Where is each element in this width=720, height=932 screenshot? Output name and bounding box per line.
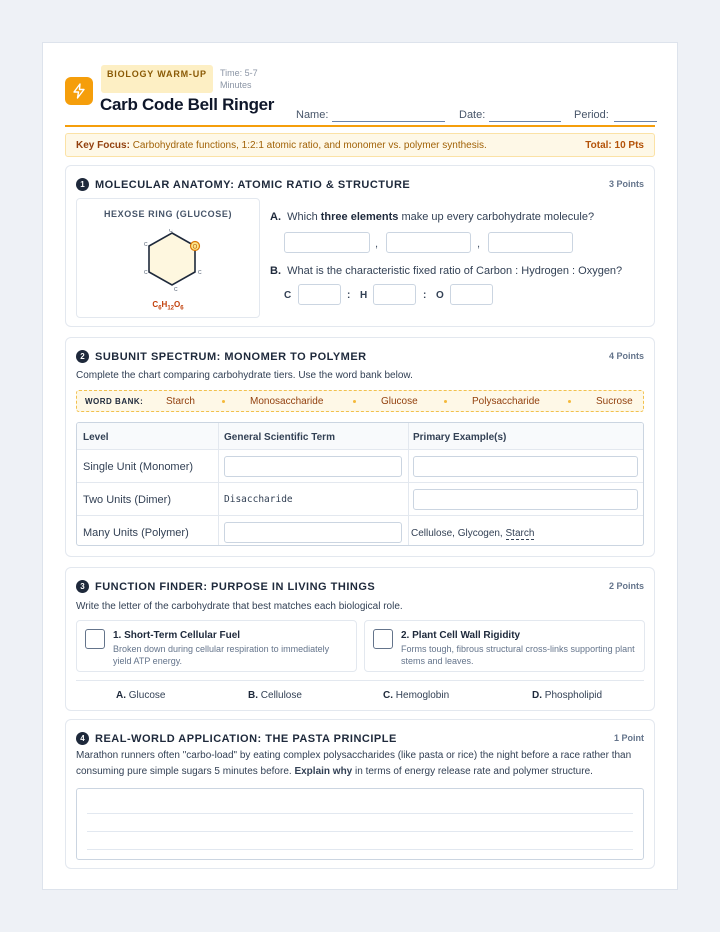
ratio-oxygen-label: O <box>436 290 444 301</box>
ring-carbon-label: C <box>198 270 202 276</box>
section-points: 2 Points <box>608 581 644 591</box>
section-number: 2 <box>76 350 89 363</box>
role-description: Broken down during cellular respiration to immediately yield ATP energy. <box>113 644 330 666</box>
ratio-separator: : <box>347 290 351 301</box>
answer-options <box>76 680 644 708</box>
column-header: Level <box>83 432 109 443</box>
section-points: 4 Points <box>608 351 644 361</box>
section-title: MOLECULAR ANATOMY: ATOMIC RATIO & STRUCTURE <box>95 178 411 191</box>
word-bank-separator <box>222 400 225 403</box>
subject-badge: BIOLOGY WARM-UP <box>101 65 213 93</box>
section-number: 3 <box>76 580 89 593</box>
section-instructions: Complete the chart comparing carbohydrate tiers. Use the word bank below. <box>76 370 413 381</box>
word-bank-item: Polysaccharide <box>472 396 540 407</box>
question-b: B. What is the characteristic fixed ratio of Carbon : Hydrogen : Oxygen? <box>270 265 623 277</box>
table-row <box>77 449 643 482</box>
term-input[interactable] <box>224 522 402 543</box>
section-real-world-application <box>65 719 655 869</box>
key-focus-label: Key Focus: <box>76 140 130 151</box>
table-row <box>77 515 643 546</box>
section-number: 4 <box>76 732 89 745</box>
section-title: REAL-WORLD APPLICATION: THE PASTA PRINCIPLE <box>95 732 397 745</box>
hexose-ring-diagram <box>76 198 260 318</box>
ratio-hydrogen-label: H <box>360 290 368 301</box>
key-focus-text: Carbohydrate functions, 1:2:1 atomic ratio, and monomer vs. polymer synthesis. <box>132 140 487 151</box>
word-bank-label: WORD BANK: <box>85 397 144 406</box>
ratio-carbon-box[interactable] <box>298 284 341 305</box>
ring-carbon-label: C <box>174 287 178 293</box>
checkbox-icon[interactable] <box>85 629 105 649</box>
option-item: D. Phospholipid <box>532 690 603 701</box>
section-subunit-spectrum <box>65 337 655 557</box>
section-points: 3 Points <box>608 179 644 189</box>
term-input[interactable] <box>224 456 402 477</box>
element-answer-box-2[interactable] <box>386 232 471 253</box>
table-header-row <box>77 423 643 449</box>
key-focus-bar <box>65 133 655 157</box>
answer-separator: , <box>477 238 481 250</box>
section-function-finder <box>65 567 655 711</box>
section-title: SUBUNIT SPECTRUM: MONOMER TO POLYMER <box>95 350 367 363</box>
word-bank-separator <box>568 400 571 403</box>
level-cell: Single Unit (Monomer) <box>83 461 194 473</box>
section-header <box>76 350 367 363</box>
role-title: 1. Short-Term Cellular Fuel <box>113 630 241 641</box>
example-prefilled: Cellulose, Glycogen, Starch <box>411 528 535 539</box>
option-item: A. Glucose <box>116 690 166 701</box>
word-bank-item: Starch <box>166 396 195 407</box>
page-title: Carb Code Bell Ringer <box>100 95 275 114</box>
column-header: Primary Example(s) <box>413 432 507 443</box>
answer-separator: , <box>375 238 379 250</box>
level-cell: Many Units (Polymer) <box>83 527 189 539</box>
level-cell: Two Units (Dimer) <box>83 494 172 506</box>
section-instructions: Write the letter of the carbohydrate that best matches each biological role. <box>76 601 403 612</box>
ratio-carbon-label: C <box>284 290 292 301</box>
word-bank-separator <box>353 400 356 403</box>
ratio-oxygen-box[interactable] <box>450 284 493 305</box>
total-points: Total: 10 Pts <box>585 140 644 151</box>
column-header: General Scientific Term <box>224 432 335 443</box>
section-number: 1 <box>76 178 89 191</box>
checkbox-icon[interactable] <box>373 629 393 649</box>
word-bank-separator <box>444 400 447 403</box>
element-answer-box-1[interactable] <box>284 232 370 253</box>
date-field[interactable] <box>489 121 561 122</box>
option-item: C. Hemoglobin <box>383 690 450 701</box>
role-card <box>76 620 357 672</box>
diagram-caption: HEXOSE RING (GLUCOSE) <box>103 209 233 219</box>
section-header <box>76 580 375 593</box>
option-item: B. Cellulose <box>248 690 302 701</box>
question-a: A. Which three elements make up every carbohydrate molecule? <box>270 211 595 223</box>
role-card <box>364 620 645 672</box>
ring-oxygen-label: O <box>192 244 198 251</box>
word-bank-item: Glucose <box>381 396 418 407</box>
section-header <box>76 732 397 745</box>
table-row <box>77 482 643 515</box>
element-answer-box-3[interactable] <box>488 232 573 253</box>
period-field[interactable] <box>614 121 657 122</box>
term-prefilled: Disaccharide <box>224 494 293 505</box>
role-description: Forms tough, fibrous structural cross-links supporting plant stems and leaves. <box>401 644 635 666</box>
example-input[interactable] <box>413 456 638 477</box>
word-bank-item: Sucrose <box>596 396 633 407</box>
name-field[interactable] <box>332 121 445 122</box>
section-header <box>76 178 410 191</box>
ratio-separator: : <box>423 290 427 301</box>
section-title: FUNCTION FINDER: PURPOSE IN LIVING THINGS <box>95 580 376 593</box>
written-answer-box[interactable] <box>76 788 644 860</box>
time-estimate: Time: 5-7 Minutes <box>220 68 258 90</box>
scenario-text: Marathon runners often "carbo-load" by eating complex polysaccharides (like pasta or rice) the night before a race rather than consuming pure simple sugars 5 minutes before. Explain why in terms of energy release rate and polymer structure. <box>76 750 632 777</box>
ring-carbon-label: C <box>169 229 173 234</box>
word-bank-item: Monosaccharide <box>250 396 324 407</box>
worksheet <box>42 42 678 890</box>
molecular-formula: $C_6H_{12}O_6$ <box>152 300 184 312</box>
header <box>65 65 655 123</box>
hexose-ring-icon <box>137 229 207 295</box>
role-title: 2. Plant Cell Wall Rigidity <box>401 630 521 641</box>
header-divider <box>65 125 655 127</box>
lightning-bolt-icon <box>65 77 93 105</box>
period-label: Period: <box>574 109 609 121</box>
date-label: Date: <box>459 109 486 121</box>
word-bank <box>76 390 644 412</box>
subunit-table <box>76 422 644 546</box>
ring-carbon-label: C <box>144 270 148 276</box>
section-molecular-anatomy <box>65 165 655 327</box>
ring-carbon-label: C <box>144 242 148 248</box>
ratio-hydrogen-box[interactable] <box>373 284 416 305</box>
name-label: Name: <box>296 109 329 121</box>
section-points: 1 Point <box>613 733 644 743</box>
example-input[interactable] <box>413 489 638 510</box>
